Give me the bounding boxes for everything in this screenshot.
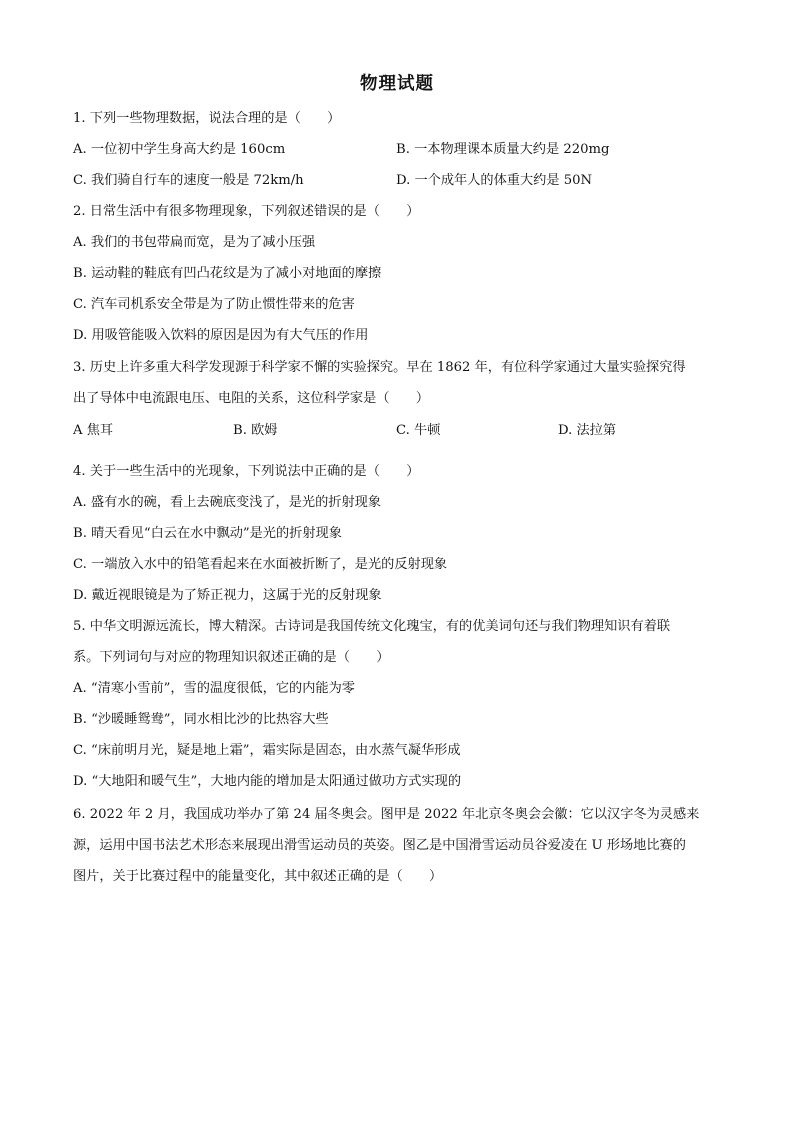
question-1-option-c: C. 我们骑自行车的速度一般是 72km/h [73, 173, 304, 188]
question-1-options-row-1 [73, 140, 725, 160]
question-6-stem-line-3: 图片，关于比赛过程中的能量变化，其中叙述正确的是（ ） [73, 869, 443, 884]
question-5-option-d: D. “大地阳和暖气生”，大地内能的增加是太阳通过做功方式实现的 [73, 774, 462, 789]
page-title: 物理试题 [360, 74, 434, 94]
question-6-stem-line-2: 源，运用中国书法艺术形态来展现出滑雪运动员的英姿。图乙是中国滑雪运动员谷爱凌在 U 形场地比赛的 [73, 838, 686, 853]
question-5-stem-line-2: 系。下列词句与对应的物理知识叙述正确的是（ ） [73, 650, 390, 665]
question-5-option-c: C. “床前明月光，疑是地上霜”，霜实际是固态，由水蒸气凝华形成 [73, 743, 461, 758]
question-1-option-d: D. 一个成年人的体重大约是 50N [396, 173, 593, 188]
question-4-stem: 4. 关于一些生活中的光现象，下列说法中正确的是（ ） [73, 464, 420, 479]
question-3-option-b: B. 欧姆 [233, 423, 278, 438]
question-1-stem: 1. 下列一些物理数据，说法合理的是（ ） [73, 111, 341, 126]
question-3-stem-line-2: 出了导体中电流跟电压、电阻的关系，这位科学家是（ ） [73, 391, 430, 406]
question-3-option-a: A 焦耳 [73, 423, 114, 438]
question-5-stem-line-1: 5. 中华文明源远流长，博大精深。古诗词是我国传统文化瑰宝，有的优美词句还与我们物理知识有着联 [73, 619, 671, 634]
question-5-option-b: B. “沙暖睡鸳鸯”，同水相比沙的比热容大些 [73, 712, 329, 727]
question-1-option-b: B. 一本物理课本质量大约是 220mg [396, 142, 610, 157]
question-4-option-a: A. 盛有水的碗，看上去碗底变浅了，是光的折射现象 [73, 495, 382, 510]
question-2-option-a: A. 我们的书包带扁而宽，是为了减小压强 [73, 235, 316, 250]
question-4-option-d: D. 戴近视眼镜是为了矫正视力，这属于光的反射现象 [73, 588, 382, 603]
question-3-option-d: D. 法拉第 [558, 423, 617, 438]
question-1-options-row-2 [73, 171, 725, 191]
question-3-option-c: C. 牛顿 [396, 423, 441, 438]
question-2-option-b: B. 运动鞋的鞋底有凹凸花纹是为了减小对地面的摩擦 [73, 266, 382, 281]
question-4-option-c: C. 一端放入水中的铅笔看起来在水面被折断了，是光的反射现象 [73, 557, 448, 572]
question-3-stem-line-1: 3. 历史上许多重大科学发现源于科学家不懈的实验探究。早在 1862 年，有位科学家通过大量实验探究得 [73, 360, 686, 375]
question-4-option-b: B. 晴天看见“白云在水中飘动”是光的折射现象 [73, 526, 342, 541]
question-6-stem-line-1: 6. 2022 年 2 月，我国成功举办了第 24 届冬奥会。图甲是 2022 年北京冬奥会会徽：它以汉字冬为灵感来 [73, 807, 700, 822]
question-3-options-row [73, 421, 725, 441]
question-2-stem: 2. 日常生活中有很多物理现象，下列叙述错误的是（ ） [73, 204, 420, 219]
question-5-option-a: A. “清寒小雪前”，雪的温度很低，它的内能为零 [73, 681, 355, 696]
question-2-option-d: D. 用吸管能吸入饮料的原因是因为有大气压的作用 [73, 328, 369, 343]
question-2-option-c: C. 汽车司机系安全带是为了防止惯性带来的危害 [73, 297, 355, 312]
question-1-option-a: A. 一位初中学生身高大约是 160cm [73, 142, 286, 157]
